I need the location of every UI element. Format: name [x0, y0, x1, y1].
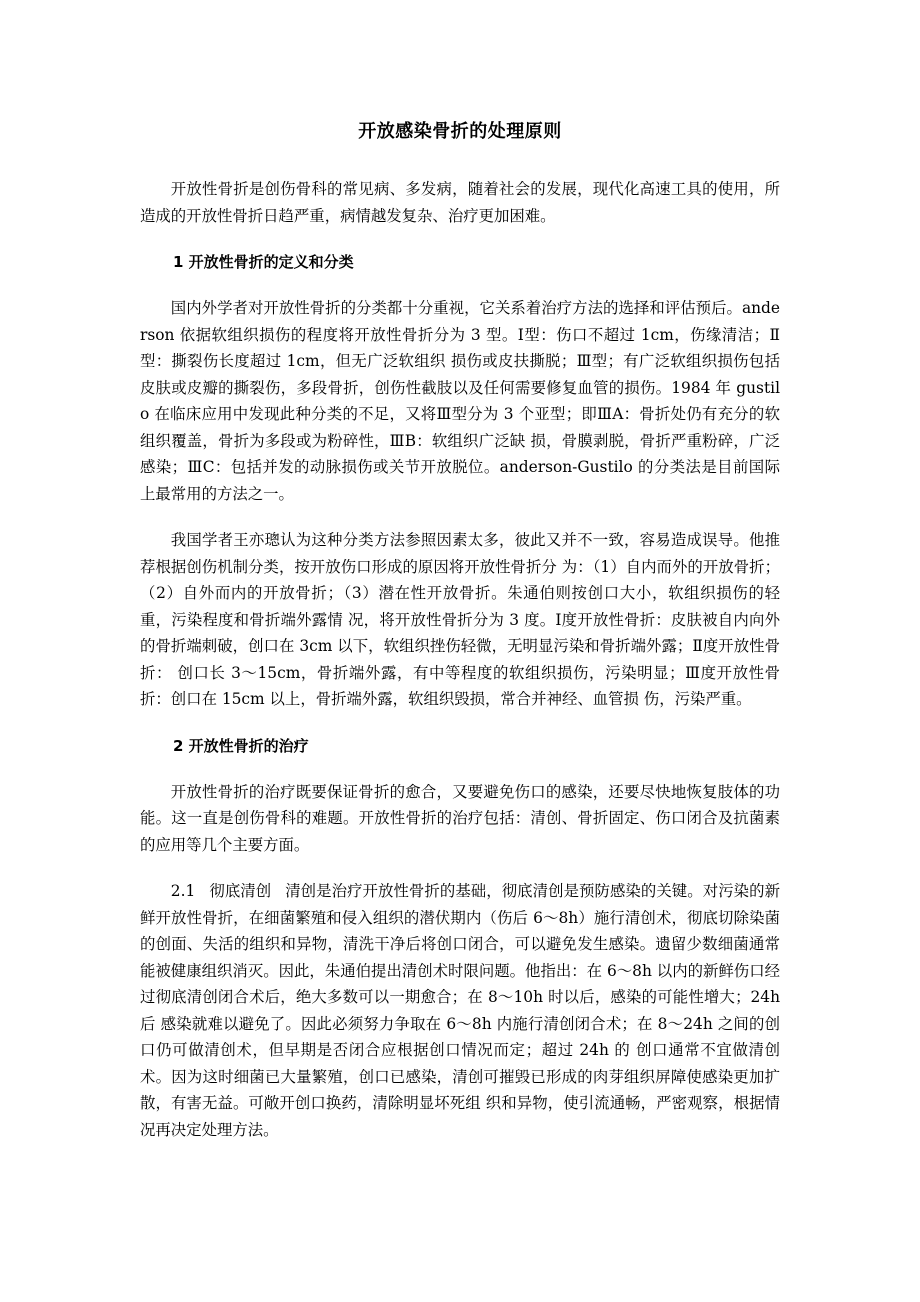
subsection-title: 彻底清创 — [209, 882, 272, 900]
subsection-number: 2.1 — [170, 882, 196, 900]
document-title: 开放感染骨折的处理原则 — [358, 121, 562, 142]
section-1-paragraph-2: 我国学者王亦璁认为这种分类方法参照因素太多，彼此又并不一致，容易造成误导。他推荐根据创伤机制分类，按开放伤口形成的原因将开放性骨折分 为：（1）自内而外的开放骨折；（2）自外而内的开放骨折；（3）潜在性开放骨折。朱通伯则按创口大小，软组织损伤的轻重，污染程度和骨折端外露情 况，将开放性骨折分为 3 度。Ⅰ度开放性骨折：皮肤被自内向外的骨折端刺破，创口在 3cm 以下，软组织挫伤轻微，无明显污染和骨折端外露；Ⅱ度开放性骨折： 创口长 3～15cm，骨折端外露，有中等程度的软组织损伤，污染明显；Ⅲ度开放性骨折：创口在 15cm 以上，骨折端外露，软组织毁损，常合并神经、血管损 伤，污染严重。 — [140, 531, 780, 708]
intro-paragraph: 开放性骨折是创伤骨科的常见病、多发病，随着社会的发展，现代化高速工具的使用，所造成的开放性骨折日趋严重，病情越发复杂、治疗更加困难。 — [140, 180, 780, 225]
subsection-body: 清创是治疗开放性骨折的基础，彻底清创是预防感染的关键。对污染的新鲜开放性骨折，在细菌繁殖和侵入组织的潜伏期内（伤后 6～8h）施行清创术，彻底切除染菌的创面、失活的组织和异物，清洗干净后将创口闭合，可以避免发生感染。遗留少数细菌通常能被健康组织消灭。因此，朱通伯提出清创术时限问题。他指出：在 6～8h 以内的新鲜伤口经过彻底清创闭合术后，绝大多数可以一期愈合；在 8～10h 时以后，感染的可能性增大；24h 后 感染就难以避免了。因此必须努力争取在 6～8h 内施行清创闭合术；在 8～24h 之间的创口仍可做清创术，但早期是否闭合应根据创口情况而定；超过 24h 的 创口通常不宜做清创术。因为这时细菌已大量繁殖，创口已感染，清创可摧毁已形成的肉芽组织屏障使感染更加扩散，有害无益。可敞开创口换药，清除明显坏死组 织和异物，使引流通畅，严密观察，根据情况再决定处理方法。 — [140, 882, 781, 1139]
section-1-paragraph-1: 国内外学者对开放性骨折的分类都十分重视，它关系着治疗方法的选择和评估预后。anderson 依据软组织损伤的程度将开放性骨折分为 3 型。Ⅰ型：伤口不超过 1cm，伤缘清洁；Ⅱ型：撕裂伤长度超过 1cm，但无广泛软组织 损伤或皮扶撕脱；Ⅲ型；有广泛软组织损伤包括皮肤或皮瓣的撕裂伤，多段骨折，创伤性截肢以及任何需要修复血管的损伤。1984 年 gustilo 在临床应用中发现此种分类的不足，又将Ⅲ型分为 3 个亚型；即ⅢA：骨折处仍有充分的软组织覆盖，骨折为多段或为粉碎性，ⅢB：软组织广泛缺 损，骨膜剥脱，骨折严重粉碎，广泛感染；ⅢC：包括并发的动脉损伤或关节开放脱位。anderson-Gustilo 的分类法是目前国际上最常用的方法之一。 — [140, 299, 780, 503]
subsection-2-1-paragraph — [140, 878, 780, 1143]
section-2-heading: 2 开放性骨折的治疗 — [173, 736, 309, 755]
section-1-heading: 1 开放性骨折的定义和分类 — [173, 253, 354, 271]
section-2-paragraph: 开放性骨折的治疗既要保证骨折的愈合，又要避免伤口的感染，还要尽快地恢复肢体的功能。这一直是创伤骨科的难题。开放性骨折的治疗包括：清创、骨折固定、伤口闭合及抗菌素的应用等几个主要方面。 — [140, 782, 780, 854]
